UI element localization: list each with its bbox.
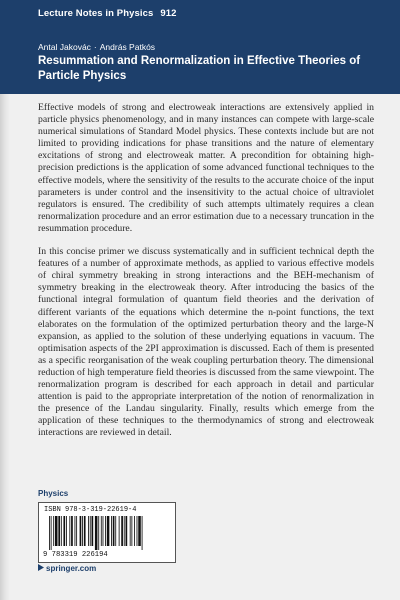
publisher-url[interactable]: springer.com [46,564,97,573]
arrow-right-icon [38,564,44,573]
barcode-box [38,502,176,563]
series-name: Lecture Notes in Physics [38,8,154,19]
author-name: András Patkós [99,42,156,52]
publisher-link[interactable] [38,564,96,573]
barcode [49,516,165,550]
cover-header [0,0,400,94]
ean-digits: 9 783319 226194 [43,551,108,559]
authors [38,42,155,52]
blurb-paragraph: Effective models of strong and electroweak interactions are extensively applied in particle physics phenomenology, and in many instances can compete with large-scale numerical simulations of Standard Model physics. These contexts include but are not limited to providing indications for phase transitions and the nature of elementary excitations of strong and electroweak matter. A precondition for obtaining high-precision predictions is the application of some advanced functional techniques to the effective models, where the sensitivity of the results to the accurate choice of the input parameters is under control and the insensitivity to the actual choice of ultraviolet regulators is ensured. The credibility of such attempts ultimately requires a clean renormalization procedure and an error estimation due to a necessary truncation in the resummation procedure. [38,102,374,234]
blurb [38,102,374,451]
author-name: Antal Jakovác [38,42,91,52]
series-number: 912 [160,8,177,19]
isbn-text: ISBN 978-3-319-22619-4 [44,506,137,514]
subject-label: Physics [38,489,69,498]
series-line [38,8,177,19]
author-separator: · [93,42,97,52]
blurb-paragraph: In this concise primer we discuss systematically and in sufficient technical depth the features of a number of approximate methods, as applied to various effective models of chiral symmetry breaking in strong interactions and the BEH-mechanism of symmetry breaking in the electroweak theory. After introducing the basics of the functional integral formulation of quantum field theories and the derivation of different variants of the equations which determine the n-point functions, the text elaborates on the formulation of the optimized perturbation theory and the large-N expansion, as applied to the solution of these underlying equations in vacuum. The optimisation aspects of the 2PI approximation is discussed. Each of them is presented as a specific reorganisation of the weak coupling perturbation theory. The dimensional reduction of high temperature field theories is discussed from the same viewpoint. The renormalization program is described for each approach in detail and particular attention is paid to the appropriate interpretation of the notion of renormalization in the presence of the Landau singularity. Finally, results which emerge from the application of these techniques to the thermodynamics of strong and electroweak interactions are reviewed in detail. [38,246,374,439]
book-title: Resummation and Renormalization in Effective Theories of Particle Physics [38,55,361,82]
